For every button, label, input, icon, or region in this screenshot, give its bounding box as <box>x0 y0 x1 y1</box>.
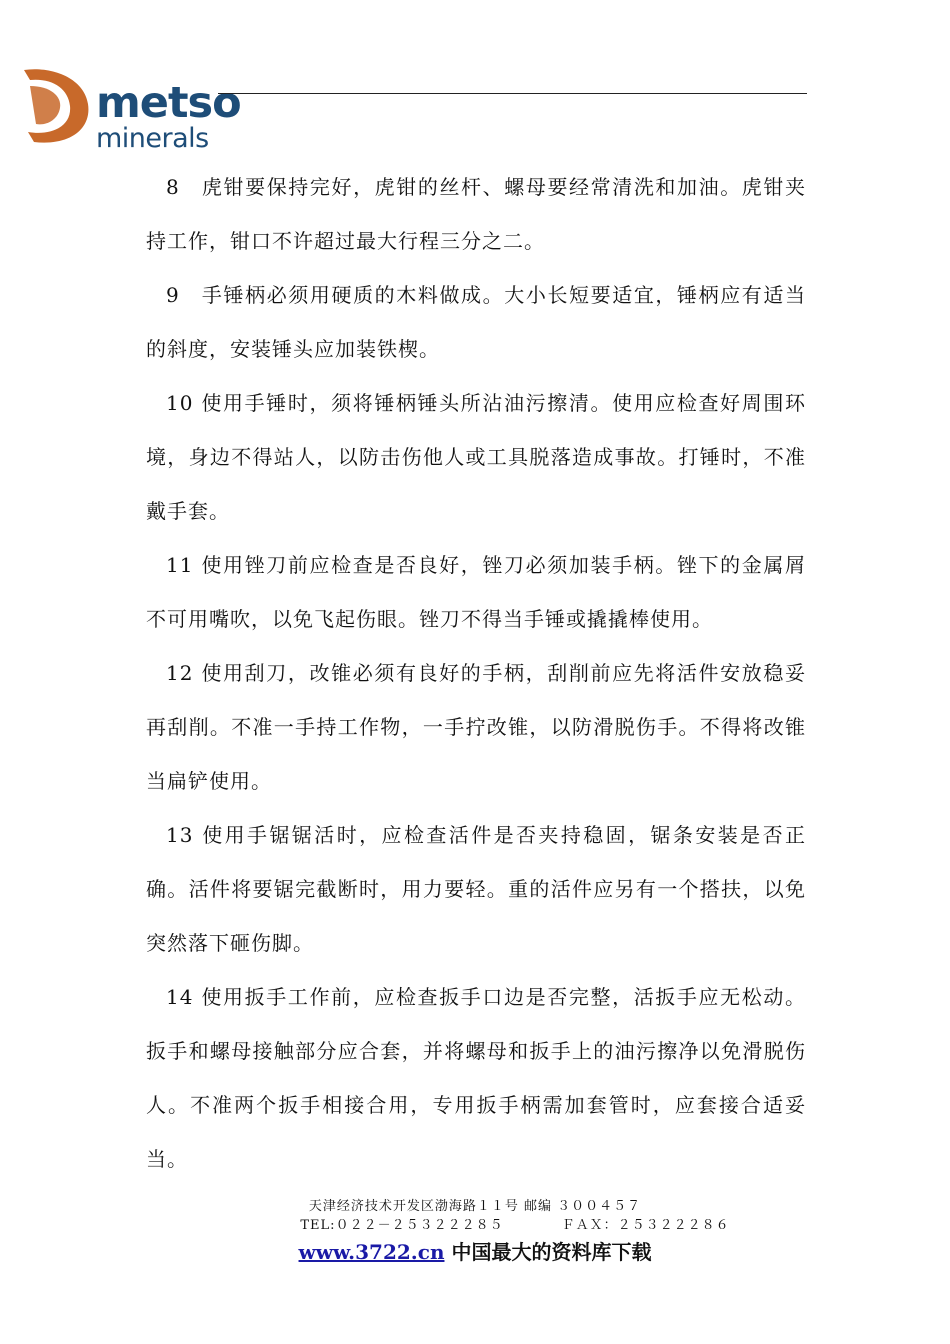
footer-address: 天津经济技术开发区渤海路１１号 邮编 ３００４５７ <box>308 1199 642 1214</box>
logo-wordmark-metso: metso <box>96 78 241 128</box>
footer-contact <box>0 1216 950 1235</box>
page-footer <box>0 1197 950 1265</box>
footer-fax: ＦＡＸ：２５３２２２８６ <box>561 1218 730 1233</box>
metso-logo <box>22 66 241 156</box>
footer-tel: TEL:０２２－２５３２２２８５ <box>300 1218 504 1233</box>
paragraph-10: 10 使用手锤时，须将锤柄锤头所沾油污擦清。使用应检查好周围环境，身边不得站人，以防击伤他人或工具脱落造成事故。打锤时，不准戴手套。 <box>146 391 806 523</box>
document-body <box>146 160 806 1186</box>
paragraph-11: 11 使用锉刀前应检查是否良好，锉刀必须加装手柄。锉下的金属屑不可用嘴吹，以免飞起伤眼。锉刀不得当手锤或撬撬棒使用。 <box>146 553 806 631</box>
paragraph-8: 8 虎钳要保持完好，虎钳的丝杆、螺母要经常清洗和加油。虎钳夹持工作，钳口不许超过最大行程三分之二。 <box>146 175 806 253</box>
footer-download <box>0 1239 950 1265</box>
paragraph-12: 12 使用刮刀，改锥必须有良好的手柄，刮削前应先将活件安放稳妥再刮削。不准一手持工作物，一手拧改锥，以防滑脱伤手。不得将改锥当扁铲使用。 <box>146 661 806 793</box>
footer-website-link[interactable]: www.3722.cn <box>298 1240 445 1264</box>
metso-logo-mark-icon <box>22 66 94 148</box>
paragraph-14: 14 使用扳手工作前，应检查扳手口边是否完整，活扳手应无松动。扳手和螺母接触部分应合套，并将螺母和扳手上的油污擦净以免滑脱伤人。不准两个扳手相接合用，专用扳手柄需加套管时，应套接合适妥当。 <box>146 985 806 1171</box>
logo-wordmark-minerals: minerals <box>96 123 209 154</box>
footer-slogan: 中国最大的资料库下载 <box>451 1240 652 1264</box>
paragraph-13: 13 使用手锯锯活时，应检查活件是否夹持稳固，锯条安装是否正确。活件将要锯完截断时，用力要轻。重的活件应另有一个搭扶，以免突然落下砸伤脚。 <box>146 823 806 955</box>
header-divider <box>218 93 807 94</box>
paragraph-9: 9 手锤柄必须用硬质的木料做成。大小长短要适宜，锤柄应有适当的斜度，安装锤头应加装铁楔。 <box>146 283 806 361</box>
